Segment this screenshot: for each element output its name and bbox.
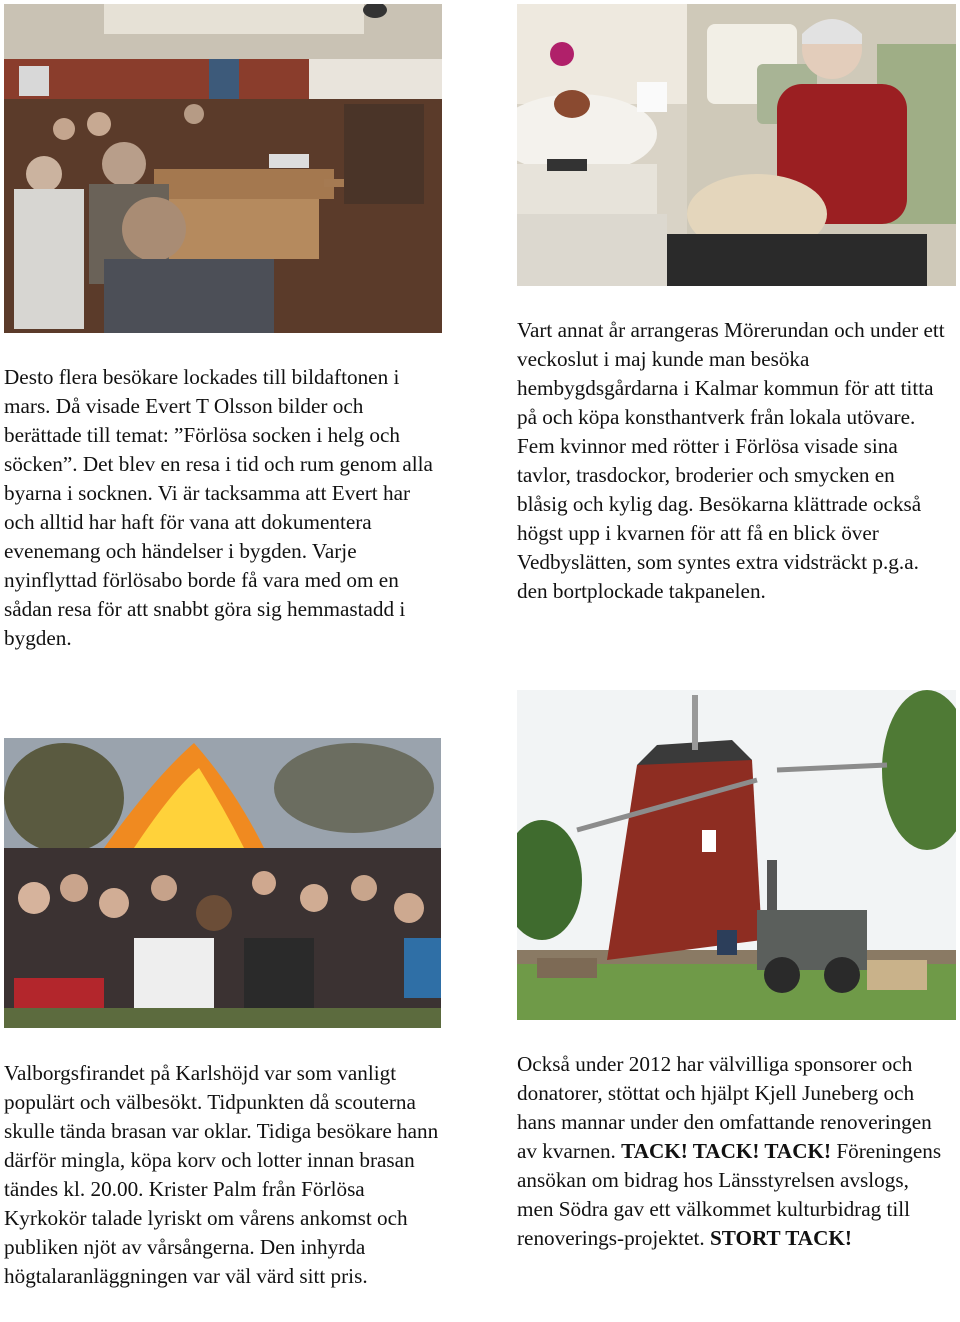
meeting-hall-photo xyxy=(4,4,442,333)
article-right-bottom xyxy=(517,1050,950,1253)
big-thanks-emphasis: STORT TACK! xyxy=(709,1226,852,1250)
article-left-top-text: Desto flera besökare lockades till bildaftonen i mars. Då visade Evert T Olsson bilder och berättade till temat: ”Förlösa socken i helg och söcken”. Det blev en resa i tid och rum genom alla byarna i socknen. Vi är tacksamma att Evert har och alltid har haft för vana att dokumentera evenemang och händelser i bygden. Varje nyinflyttad förlösabo borde få vara med om en sådan resa för att snabbt göra sig hemmastadd i bygden. xyxy=(4,365,433,650)
article-right-top xyxy=(517,316,947,606)
embroidery-illustration xyxy=(517,4,956,286)
article-right-top-text: Vart annat år arrangeras Mörerundan och under ett veckoslut i maj kunde man besöka hembygdsgårdarna i Kalmar kommun för att titta på och köpa konsthantverk från lokala utövare. Fem kvinnor med rötter i Förlösa visade sina tavlor, trasdockor, broderier och smycken en blåsig och kylig dag. Besökarna klättrade också högst upp i kvarnen för att få en blick över Vedbyslätten, som syntes extra vidsträckt p.g.a. den bortplockade takpanelen. xyxy=(517,318,945,603)
valborg-bonfire-photo xyxy=(4,738,441,1028)
valborg-bonfire-illustration xyxy=(4,738,441,1028)
windmill-photo xyxy=(517,690,956,1020)
embroidery-photo xyxy=(517,4,956,286)
windmill-illustration xyxy=(517,690,956,1020)
article-left-bottom-text: Valborgsfirandet på Karlshöjd var som vanligt populärt och välbesökt. Tidpunkten då scouterna skulle tända brasan var oklar. Tidiga besökare hann därför mingla, köpa korv och lotter innan brasan tändes kl. 20.00. Krister Palm från Förlösa Kyrkokör talade lyriskt om vårens ankomst och publiken njöt av vårsångerna. Den inhyrda högtalaranläggningen var väl värd sitt pris. xyxy=(4,1061,439,1288)
article-left-top xyxy=(4,363,444,653)
article-left-bottom xyxy=(4,1059,449,1291)
grant-text: Föreningens ansökan om bidrag hos Länsstyrelsen avslogs, men Södra gav ett välkommet kulturbidrag till renoverings-projektet. xyxy=(517,1139,942,1250)
meeting-hall-illustration xyxy=(4,4,442,333)
sponsor-intro-text: Också under 2012 har välvilliga sponsorer och donatorer, stöttat och hjälpt Kjell Juneberg och hans mannar under den omfattande renoveringen av kvarnen. xyxy=(517,1052,932,1163)
thanks-emphasis: TACK! TACK! TACK! xyxy=(621,1139,832,1163)
article-right-bottom-paragraph xyxy=(517,1050,950,1253)
